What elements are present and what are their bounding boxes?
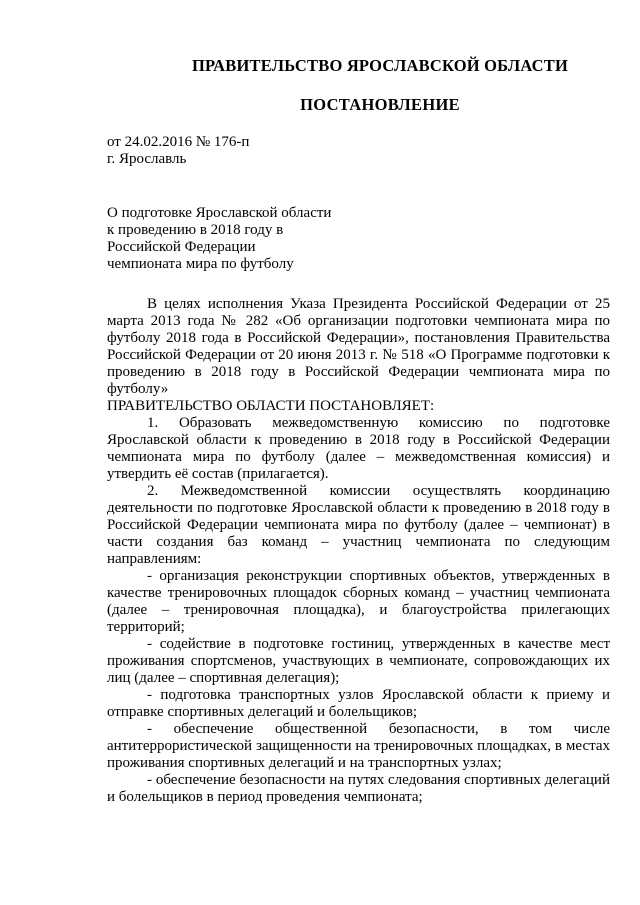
subject-line: к проведению в 2018 году в	[107, 222, 284, 238]
item-paragraph: - обеспечение безопасности на путях следования спортивных делегаций и болельщиков в период проведения чемпионата;	[107, 772, 610, 805]
date-number: от 24.02.2016 № 176-п	[107, 134, 250, 150]
document-subject	[107, 205, 407, 273]
item-paragraph: 2. Межведомственной комиссии осуществлять координацию деятельности по подготовке Ярославской области к проведению в 2018 году в Российской Федерации чемпионата мира по футболу (далее – чемпионат) в части создания баз команд – участниц чемпионата по следующим направлениям:	[107, 483, 610, 567]
subject-line: Российской Федерации	[107, 239, 256, 255]
item-paragraph: - обеспечение общественной безопасности, в том числе антитеррористической защищенности на тренировочных площадках, в местах проживания спортивных делегаций и на транспортных узлах;	[107, 721, 610, 771]
subject-line: О подготовке Ярославской области	[107, 205, 332, 221]
item-paragraph: 1. Образовать межведомственную комиссию по подготовке Ярославской области к проведению в 2018 году в Российской Федерации чемпионата мира по футболу (далее – межведомственная комиссия) и утвердить её состав (прилагается).	[107, 415, 610, 482]
item-paragraph: - организация реконструкции спортивных объектов, утвержденных в качестве тренировочных площадок сборных команд – участниц чемпионата (далее – тренировочная площадка), и благоустройства прилегающих территорий;	[107, 568, 610, 635]
document-body	[107, 296, 610, 806]
item-paragraph: - подготовка транспортных узлов Ярославской области к приему и отправке спортивных делегаций и болельщиков;	[107, 687, 610, 720]
government-title: ПРАВИТЕЛЬСТВО ЯРОСЛАВСКОЙ ОБЛАСТИ	[191, 56, 569, 75]
document-type-title: ПОСТАНОВЛЕНИЕ	[300, 95, 460, 114]
subject-line: чемпионата мира по футболу	[107, 256, 294, 272]
resolve-heading: ПРАВИТЕЛЬСТВО ОБЛАСТИ ПОСТАНОВЛЯЕТ:	[107, 398, 435, 414]
city: г. Ярославль	[107, 151, 187, 167]
item-paragraph: - содействие в подготовке гостиниц, утвержденных в качестве мест проживания спортсменов, участвующих в чемпионате, сопровождающих их лиц (далее – спортивная делегация);	[107, 636, 610, 686]
preamble-paragraph: В целях исполнения Указа Президента Российской Федерации от 25 марта 2013 года № 282 «Об организации подготовки чемпионата мира по футболу 2018 года в Российской Федерации», постановления Правительства Российской Федерации от 20 июня 2013 г. № 518 «О Программе подготовки к проведению в 2018 году в Российской Федерации чемпионата мира по футболу»	[107, 296, 610, 397]
document-meta	[107, 134, 407, 168]
